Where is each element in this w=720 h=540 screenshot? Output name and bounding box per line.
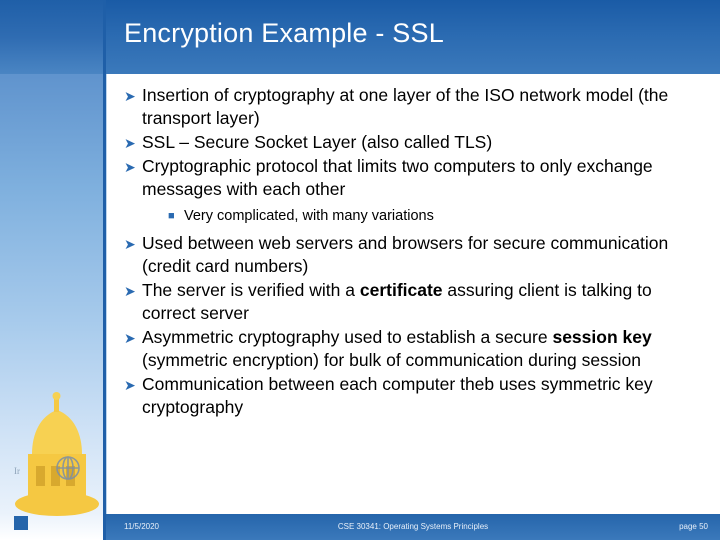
bullet-arrow-icon: ➤ xyxy=(124,159,136,175)
footer-accent-square xyxy=(14,516,28,530)
bullet-text: Asymmetric cryptography used to establish a secure session key (symmetric encryption) for bulk of communication during session xyxy=(142,327,652,370)
bullet-text: Used between web servers and browsers for secure communication (credit card numbers) xyxy=(142,233,669,276)
left-band-header-block xyxy=(0,0,103,74)
bullet-item xyxy=(124,279,710,325)
bullet-item xyxy=(168,206,710,226)
svg-text:Ir: Ir xyxy=(14,466,20,476)
bullet-text: Cryptographic protocol that limits two computers to only exchange messages with each other xyxy=(142,156,653,199)
slide-body-content xyxy=(124,84,710,420)
bullet-arrow-icon: ➤ xyxy=(124,236,136,252)
bullet-text: SSL – Secure Socket Layer (also called TLS) xyxy=(142,132,493,152)
bullet-item xyxy=(124,155,710,201)
band-divider-light xyxy=(106,74,107,540)
bullet-square-icon: ■ xyxy=(168,210,175,222)
bullet-arrow-icon: ➤ xyxy=(124,330,136,346)
bullet-item xyxy=(124,326,710,372)
bullet-arrow-icon: ➤ xyxy=(124,135,136,151)
bullet-text: Very complicated, with many variations xyxy=(184,208,434,224)
slide-footer xyxy=(106,514,720,540)
bullet-item xyxy=(124,232,710,278)
footer-date: 11/5/2020 xyxy=(124,522,159,531)
bullet-arrow-icon: ➤ xyxy=(124,283,136,299)
bullet-arrow-icon: ➤ xyxy=(124,88,136,104)
bullet-item xyxy=(124,84,710,130)
bullet-arrow-icon: ➤ xyxy=(124,377,136,393)
bullet-item xyxy=(124,373,710,419)
bullet-text: Insertion of cryptography at one layer of the ISO network model (the transport layer) xyxy=(142,85,669,128)
footer-course-label: CSE 30341: Operating Systems Principles xyxy=(337,522,489,531)
bullet-item xyxy=(124,131,710,154)
dome-building-illustration xyxy=(10,376,100,516)
bullet-text: Communication between each computer theb uses symmetric key cryptography xyxy=(142,374,653,417)
page-title: Encryption Example - SSL xyxy=(124,18,444,48)
footer-page-number: page 50 xyxy=(679,522,708,531)
bullet-text: The server is verified with a certificate assuring client is talking to correct server xyxy=(142,280,652,323)
